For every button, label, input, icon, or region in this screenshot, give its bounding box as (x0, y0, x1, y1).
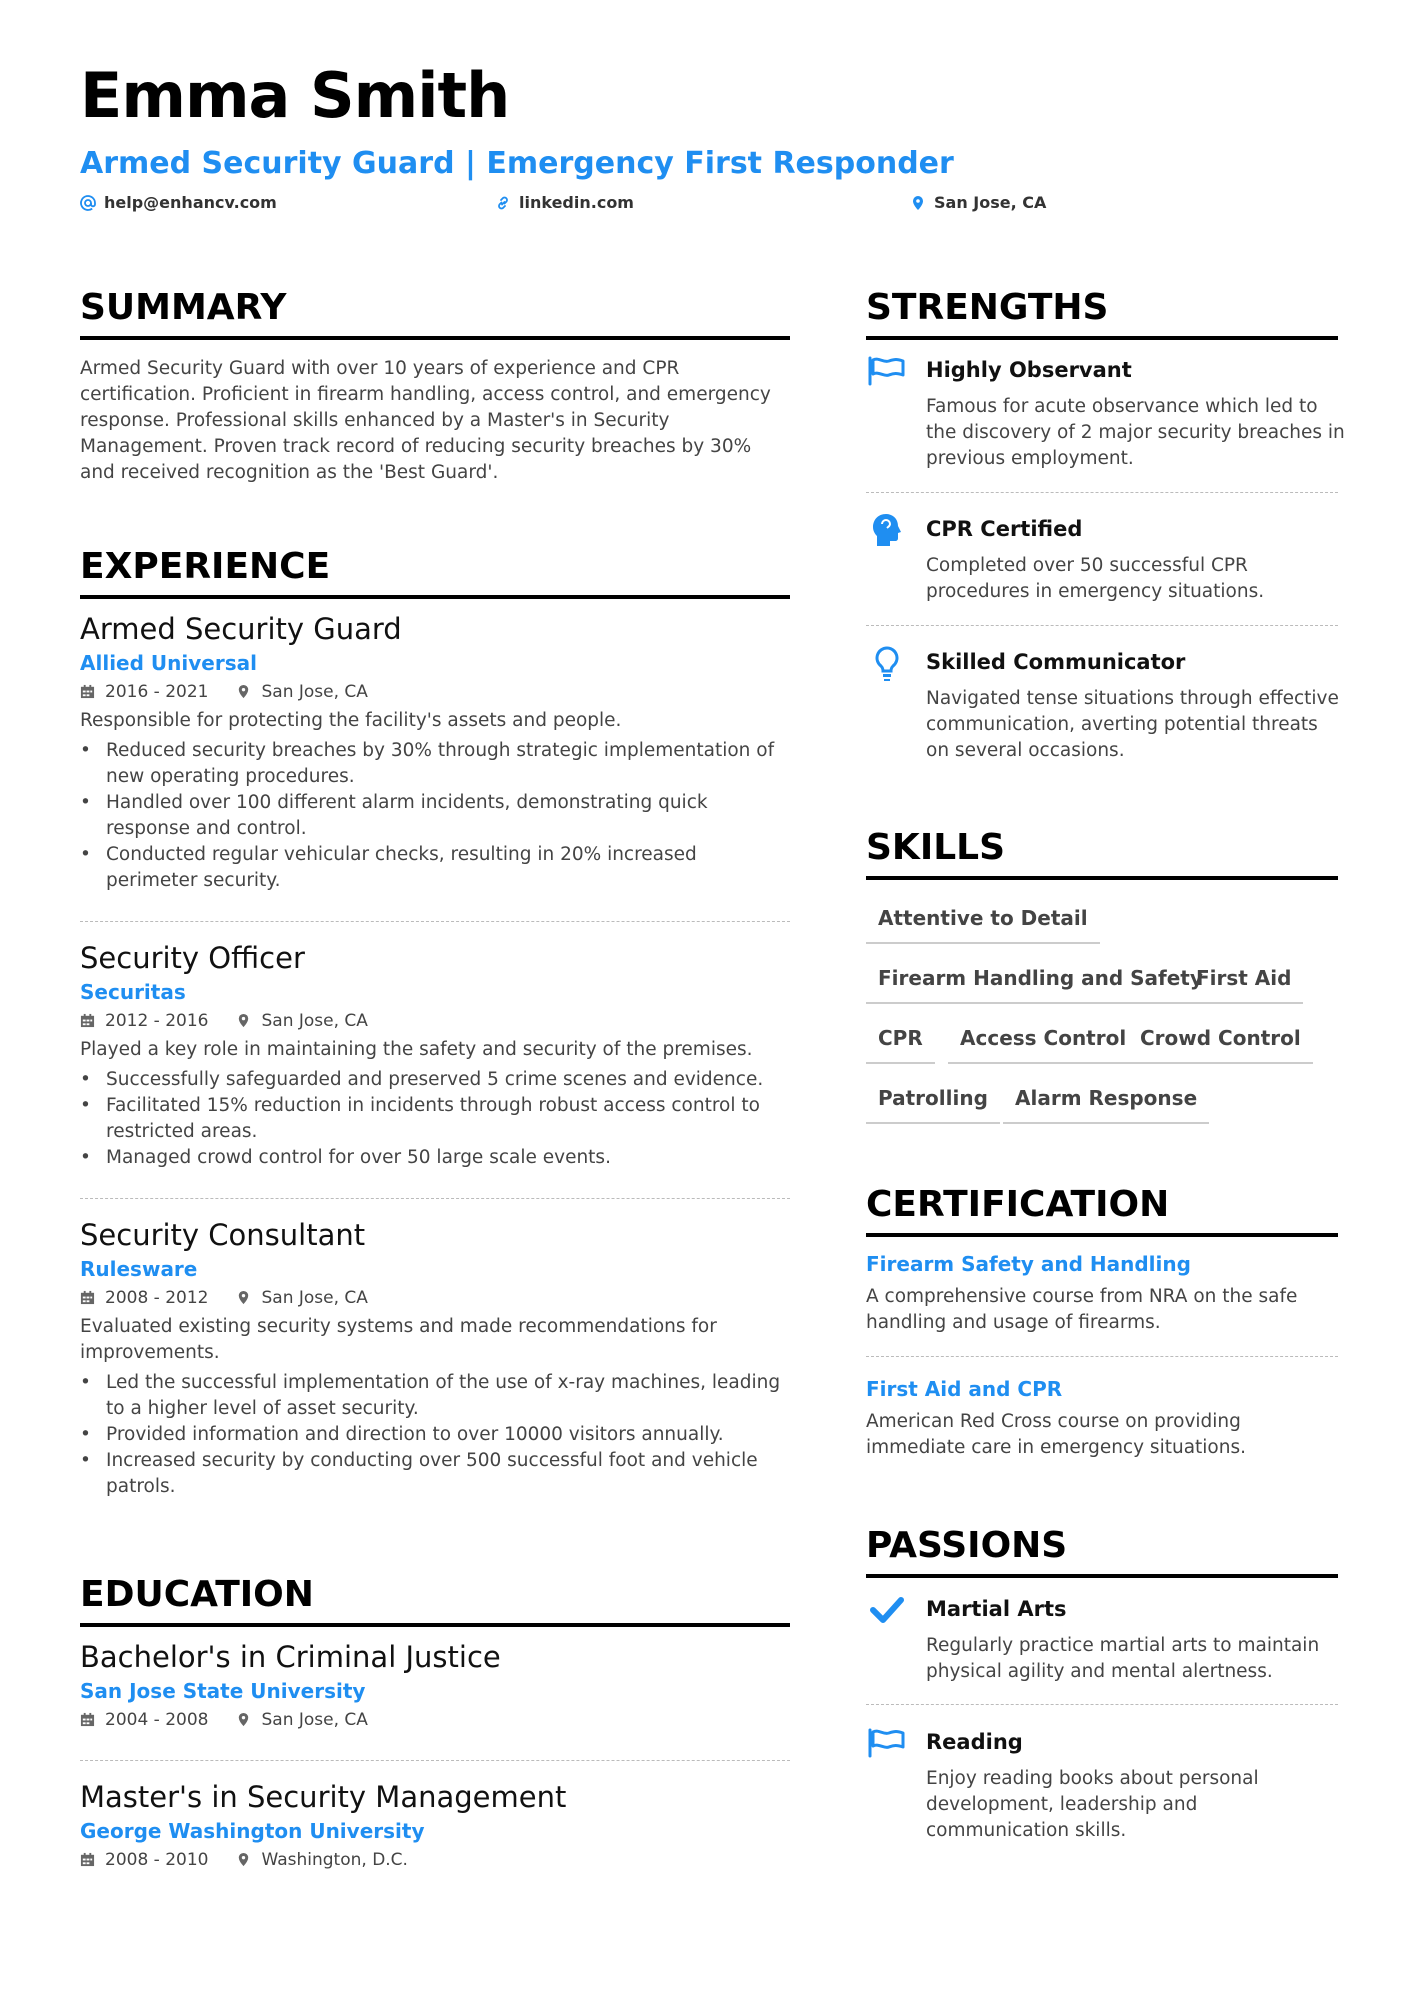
strength-title: CPR Certified (926, 517, 1083, 541)
job-bullet: • Handled over 100 different alarm incidents, demonstrating quick response and control. (80, 790, 792, 842)
job-meta (80, 1288, 792, 1308)
lightbulb-icon (873, 645, 901, 683)
education-heading: EDUCATION (80, 1574, 314, 1615)
candidate-title: Armed Security Guard | Emergency First Responder (80, 146, 954, 181)
job-bullets (80, 738, 792, 894)
skills-section (866, 827, 1338, 880)
job-bullet: • Successfully safeguarded and preserved 5 crime scenes and evidence. (80, 1067, 792, 1093)
job-dates: 2012 - 2016 (105, 1010, 209, 1031)
map-pin-icon (236, 1852, 251, 1867)
job-bullet: • Increased security by conducting over 500 successful foot and vehicle patrols. (80, 1448, 792, 1500)
skill-tag: Crowd Control (1128, 1026, 1313, 1064)
calendar-icon (80, 1712, 95, 1727)
map-pin-icon (236, 1290, 251, 1305)
map-pin-icon (910, 195, 926, 211)
map-pin-icon (236, 1013, 251, 1028)
skill-tag: CPR (866, 1026, 935, 1064)
education-entry (80, 1640, 792, 1730)
skill-tag: Alarm Response (1003, 1086, 1209, 1124)
job-meta (80, 1011, 792, 1031)
calendar-icon (80, 1852, 95, 1867)
job-bullet: • Provided information and direction to over 10000 visitors annually. (80, 1422, 792, 1448)
head-icon (870, 512, 902, 548)
certification-title: First Aid and CPR (866, 1377, 1063, 1401)
flag-icon (867, 1728, 907, 1758)
job-bullets (80, 1370, 792, 1500)
entry-divider (866, 1356, 1338, 1357)
section-rule (80, 1623, 790, 1627)
experience-heading: EXPERIENCE (80, 546, 331, 587)
summary-section (80, 287, 790, 486)
passion-text: Regularly practice martial arts to maintain physical agility and mental alertness. (926, 1635, 1320, 1682)
job-description: Played a key role in maintaining the safety and security of the premises. (80, 1038, 753, 1060)
contact-email[interactable] (80, 193, 277, 212)
job-bullets (80, 1067, 792, 1171)
certification-heading: CERTIFICATION (866, 1184, 1170, 1225)
strength-title: Highly Observant (926, 358, 1132, 382)
passions-heading: PASSIONS (866, 1525, 1068, 1566)
education-dates: 2004 - 2008 (105, 1709, 209, 1730)
calendar-icon (80, 684, 95, 699)
certification-text: A comprehensive course from NRA on the safe handling and usage of firearms. (866, 1286, 1298, 1333)
contact-location-text: San Jose, CA (934, 193, 1047, 212)
contact-linkedin[interactable] (495, 193, 634, 212)
degree-title: Master's in Security Management (80, 1780, 567, 1814)
experience-entry (80, 941, 792, 1171)
job-description: Responsible for protecting the facility's assets and people. (80, 709, 622, 731)
education-dates: 2008 - 2010 (105, 1849, 209, 1870)
education-entry (80, 1780, 792, 1870)
job-location: San Jose, CA (261, 1287, 368, 1308)
section-rule (866, 876, 1338, 880)
strength-title: Skilled Communicator (926, 650, 1186, 674)
company-name: Rulesware (80, 1256, 198, 1281)
experience-entry (80, 612, 792, 894)
at-icon (80, 195, 96, 211)
section-rule (866, 1574, 1338, 1578)
strengths-heading: STRENGTHS (866, 287, 1109, 328)
entry-divider (80, 921, 790, 922)
education-meta (80, 1710, 792, 1730)
job-bullet: • Managed crowd control for over 50 large scale events. (80, 1145, 792, 1171)
school-name: George Washington University (80, 1818, 425, 1843)
job-dates: 2008 - 2012 (105, 1287, 209, 1308)
passions-section (866, 1525, 1338, 1578)
skills-heading: SKILLS (866, 827, 1006, 868)
checkmark-icon (870, 1596, 904, 1624)
map-pin-icon (236, 684, 251, 699)
passion-title: Martial Arts (926, 1597, 1067, 1621)
job-bullet: • Facilitated 15% reduction in incidents through robust access control to restricted areas. (80, 1093, 792, 1145)
passion-title: Reading (926, 1730, 1023, 1754)
education-location: Washington, D.C. (261, 1849, 408, 1870)
contact-location (910, 193, 1046, 212)
job-dates: 2016 - 2021 (105, 681, 209, 702)
strength-text: Navigated tense situations through effective communication, averting potential threats on several occasions. (926, 688, 1339, 761)
skill-tag: Access Control (948, 1026, 1138, 1064)
job-location: San Jose, CA (261, 1010, 368, 1031)
job-bullet: • Conducted regular vehicular checks, resulting in 20% increased perimeter security. (80, 842, 792, 894)
certification-section (866, 1184, 1338, 1237)
entry-divider (866, 1704, 1338, 1705)
job-title: Security Consultant (80, 1218, 366, 1252)
degree-title: Bachelor's in Criminal Justice (80, 1640, 501, 1674)
flag-icon (867, 356, 907, 386)
candidate-name: Emma Smith (80, 59, 510, 132)
company-name: Securitas (80, 979, 186, 1004)
calendar-icon (80, 1290, 95, 1305)
entry-divider (80, 1198, 790, 1199)
section-rule (866, 336, 1338, 340)
job-meta (80, 682, 792, 702)
contact-email-text[interactable]: help@enhancv.com (104, 193, 277, 212)
experience-entry (80, 1218, 792, 1500)
contact-linkedin-text[interactable]: linkedin.com (519, 193, 634, 212)
skill-tag: Attentive to Detail (866, 906, 1100, 944)
skill-tag: Patrolling (866, 1086, 1000, 1124)
job-location: San Jose, CA (261, 681, 368, 702)
experience-section (80, 546, 790, 599)
job-bullet: • Reduced security breaches by 30% through strategic implementation of new operating procedures. (80, 738, 792, 790)
education-section (80, 1574, 790, 1627)
section-rule (866, 1233, 1338, 1237)
passion-text: Enjoy reading books about personal development, leadership and communication skills. (926, 1768, 1259, 1841)
job-bullet: • Led the successful implementation of the use of x-ray machines, leading to a higher level of asset security. (80, 1370, 792, 1422)
company-name: Allied Universal (80, 650, 257, 675)
education-meta (80, 1850, 792, 1870)
strength-text: Famous for acute observance which led to the discovery of 2 major security breaches in previous employment. (926, 396, 1345, 469)
education-location: San Jose, CA (261, 1709, 368, 1730)
skill-tag: First Aid (1184, 966, 1303, 1004)
section-rule (80, 336, 790, 340)
summary-heading: SUMMARY (80, 287, 287, 328)
school-name: San Jose State University (80, 1678, 366, 1703)
link-icon (495, 195, 511, 211)
certification-title: Firearm Safety and Handling (866, 1252, 1191, 1276)
entry-divider (80, 1760, 790, 1761)
job-title: Armed Security Guard (80, 612, 402, 646)
skill-tag: Firearm Handling and Safety (866, 966, 1215, 1004)
entry-divider (866, 625, 1338, 626)
calendar-icon (80, 1013, 95, 1028)
strength-text: Completed over 50 successful CPR procedures in emergency situations. (926, 555, 1265, 602)
job-title: Security Officer (80, 941, 305, 975)
section-rule (80, 595, 790, 599)
strengths-section (866, 287, 1338, 340)
map-pin-icon (236, 1712, 251, 1727)
job-description: Evaluated existing security systems and made recommendations for improvements. (80, 1315, 717, 1363)
summary-text: Armed Security Guard with over 10 years of experience and CPR certification. Proficient in firearm handling, access control, and emergency response. Professional skills enhanced by a Master's in Security Management. Proven track record of reducing security breaches by 30% and received recognition as the 'Best Guard'. (80, 358, 771, 483)
entry-divider (866, 492, 1338, 493)
certification-text: American Red Cross course on providing immediate care in emergency situations. (866, 1411, 1246, 1458)
